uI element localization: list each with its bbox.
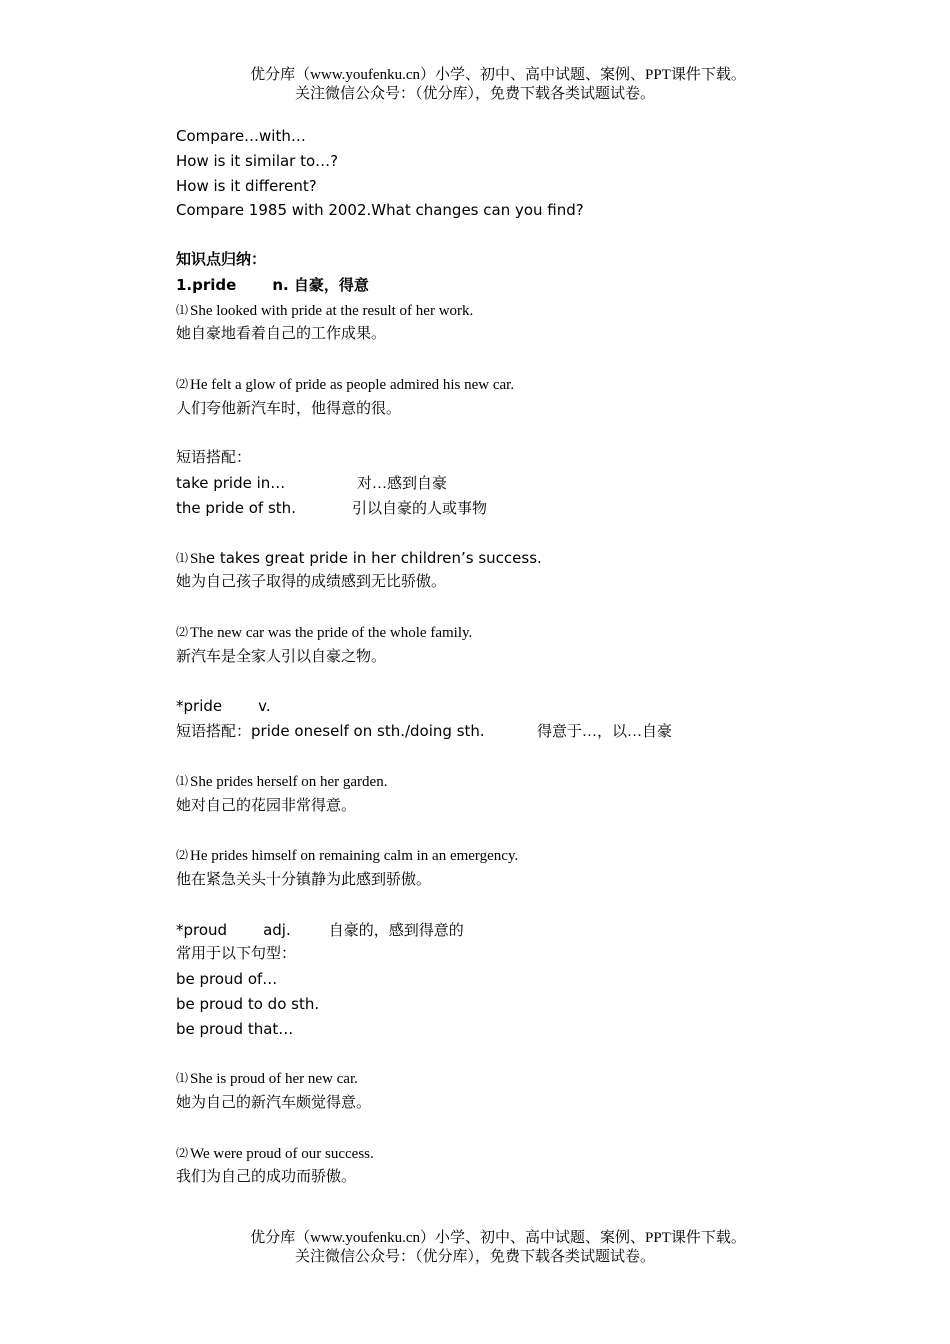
example-zh: 她为自己的新汽车颇觉得意。 [176,1095,372,1112]
pride-verb-heading: *pride v. [176,697,271,716]
example-en: ⑴ She prides herself on her garden. [176,773,388,790]
example-en: ⑵ He prides himself on remaining calm in an emergency. [176,848,519,865]
header-line-1: 优分库（www.youfenku.cn）小学、初中、高中试题、案例、PPT课件下载。 [250,67,746,83]
header-line-2: 关注微信公众号：（优分库），免费下载各类试题试卷。 [294,86,655,102]
intro-line: Compare 1985 with 2002.What changes can you find? [176,201,584,220]
example-zh: 她为自己孩子取得的成绩感到无比骄傲。 [176,574,447,591]
phrase-row: take pride in… 对…感到自豪 [176,474,448,493]
document-body [176,124,896,1190]
example-zh: 她对自己的花园非常得意。 [176,797,357,814]
intro-line: How is it different? [176,176,317,195]
verb-phrase-row: 短语搭配：pride oneself on sth./doing sth. 得意于…，以…自豪 [176,722,673,741]
pattern-line: be proud that… [176,1019,294,1038]
proud-adj-heading: *proud adj. 自豪的，感到得意的 [176,920,464,939]
phrases-label: 短语搭配： [176,450,252,467]
page-header [0,66,950,104]
example-zh: 他在紧急关头十分镇静为此感到骄傲。 [176,871,432,888]
footer-line-2: 关注微信公众号：（优分库），免费下载各类试题试卷。 [294,1249,655,1265]
pride-noun-word: 1.pride [176,275,237,294]
example-zh: 新汽车是全家人引以自豪之物。 [176,648,387,665]
pride-noun-heading [176,273,896,298]
intro-line: Compare…with… [176,127,306,145]
footer-line-1: 优分库（www.youfenku.cn）小学、初中、高中试题、案例、PPT课件下载。 [250,1230,746,1246]
example-en: ⑴ She takes great pride in her children’s success. [176,548,542,567]
summary-heading: 知识点归纳： [176,251,267,268]
example-en: ⑵ He felt a glow of pride as people admired his new car. [176,376,515,393]
phrase-row: the pride of sth. 引以自豪的人或事物 [176,498,488,517]
intro-line: How is it similar to…? [176,151,339,170]
example-en: ⑴ She looked with pride at the result of her work. [176,302,474,319]
example-en: ⑵ We were proud of our success. [176,1145,374,1162]
example-en: ⑵ The new car was the pride of the whole family. [176,624,473,641]
example-zh: 她自豪地看着自己的工作成果。 [176,326,387,343]
pattern-line: be proud of… [176,970,278,989]
pride-noun-pos: n. 自豪，得意 [272,275,369,294]
example-zh: 人们夸他新汽车时，他得意的很。 [176,400,402,417]
page-footer [0,1229,950,1267]
pattern-label: 常用于以下句型： [176,946,297,963]
example-zh: 我们为自己的成功而骄傲。 [176,1169,357,1186]
example-en: ⑴ She is proud of her new car. [176,1071,358,1088]
pattern-line: be proud to do sth. [176,994,320,1013]
